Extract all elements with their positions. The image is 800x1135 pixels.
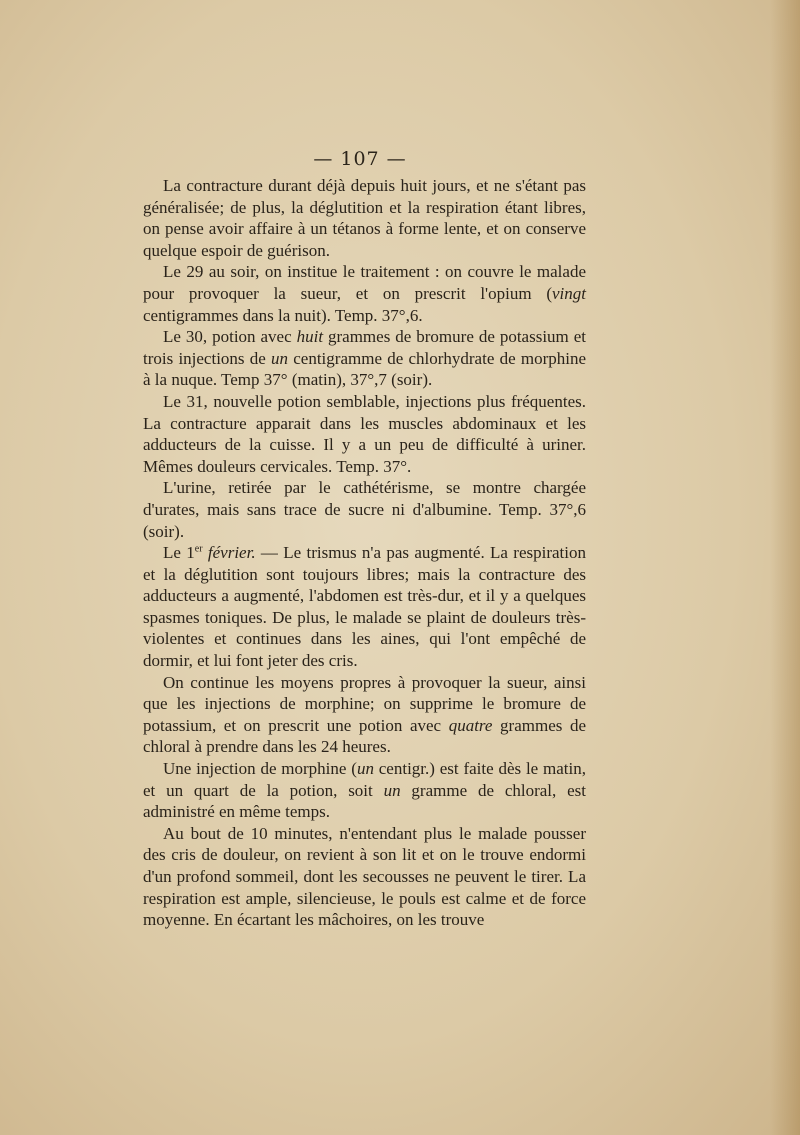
paragraph (143, 542, 586, 672)
paragraph (143, 823, 586, 931)
text-run: Une injection de morphine ( (163, 759, 357, 779)
paragraph (143, 758, 586, 823)
text-run: centigramme de chlorhydrate de morphine à la nuque. Temp 37° (matin), 37°,7 (soir). (143, 348, 586, 390)
text-run: — Le trismus n'a pas augmenté. La respiration et la déglutition sont toujours libres; mais la contracture des adducteurs a augmenté, l'abdomen est très-dur, et il y a quelques spasmes toniques. De plus, le malade se plaint de douleurs très-violentes et continues dans les aines, qui l'ont empêché de dormir, et lui font jeter des cris. (143, 543, 586, 671)
page-number: — 107 — (313, 148, 407, 170)
paragraph (143, 175, 586, 261)
paragraph (143, 672, 586, 758)
text-run: Au bout de 10 minutes, n'entendant plus le malade pousser des cris de douleur, on revient à son lit et on le trouve endormi d'un profond sommeil, dont les secousses ne peuvent le tirer. La respiration est ample, silencieuse, le pouls est calme et de force moyenne. En écartant les mâchoires, on les trouve (143, 823, 586, 930)
text-run: L'urine, retirée par le cathétérisme, se montre chargée d'urates, mais sans trace de sucre ni d'albumine. Temp. 37°,6 (soir). (143, 478, 586, 541)
paragraph (143, 261, 586, 326)
paragraph (143, 477, 586, 542)
italic-run: un (271, 348, 289, 368)
italic-run: un (383, 780, 401, 800)
italic-run: vingt (552, 283, 586, 303)
italic-run: février. (207, 543, 256, 563)
text-run: grammes de bromure de potassium et trois injections de (143, 327, 586, 368)
paragraph (143, 326, 586, 391)
text-run: grammes de chloral à prendre dans les 24 heures. (143, 715, 587, 757)
text-run: On continue les moyens propres à provoquer la sueur, ainsi que les injections de morphine; on supprime le bromure de potassium, et on prescrit une potion avec (143, 672, 586, 735)
text-run: Le 29 au soir, on institue le traitement : on couvre le malade pour provoquer la sueur, et on prescrit l'opium ( (143, 262, 586, 303)
text-run: gramme de chloral, est administré en même temps. (143, 780, 586, 822)
text-run: La contracture durant déjà depuis huit jours, et ne s'étant pas généralisée; de plus, la déglutition et la respiration étant libres, on pense avoir affaire à un tétanos à forme lente, et on conserve quelque espoir de guérison. (143, 176, 586, 260)
page-edge-shadow (770, 0, 800, 1135)
superscript: er (194, 543, 203, 555)
text-run: centigrammes dans la nuit). Temp. 37°,6. (143, 305, 423, 325)
paragraph (143, 391, 586, 477)
italic-run: quatre (448, 715, 493, 735)
italic-run: huit (296, 327, 324, 347)
text-run: Le 30, potion avec (163, 327, 297, 347)
italic-run: un (356, 759, 374, 779)
text-run: centigr.) est faite dès le matin, et un quart de la potion, soit (143, 759, 586, 800)
text-run: Le 31, nouvelle potion semblable, injections plus fréquentes. La contracture apparait dans les muscles abdominaux et les adducteurs de la cuisse. Il y a un peu de difficulté à uriner. Mêmes douleurs cervicales. Temp. 37°. (143, 391, 586, 476)
text-run: Le 1 (163, 543, 195, 563)
body-text (143, 175, 586, 931)
